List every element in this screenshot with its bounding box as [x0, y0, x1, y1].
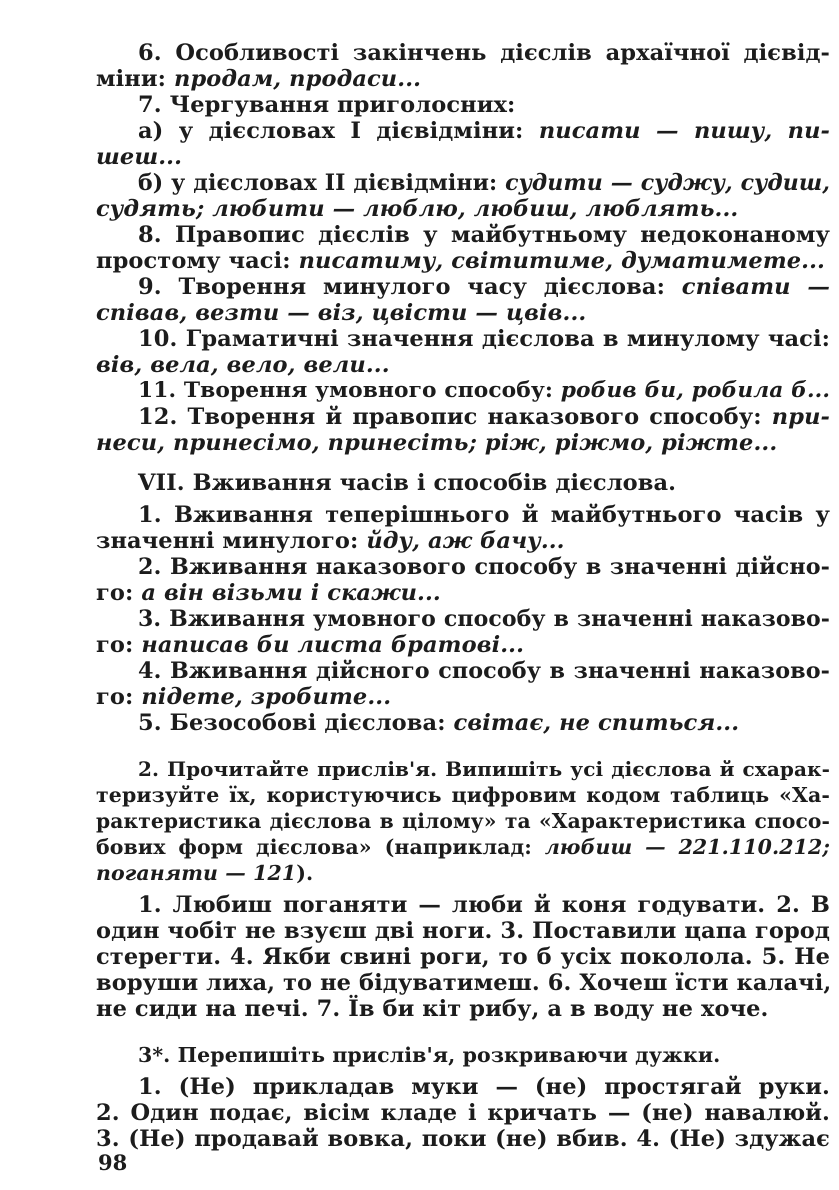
text-run: один чобіт не взуєш дві ноги. 3. Поставили цапа город [96, 918, 830, 944]
text-line [96, 40, 830, 66]
text-run: 1. (Не) прикладав муки — (не) простягай руки. [138, 1074, 830, 1100]
example-words: писатиму, світитиме, думатимете... [298, 248, 825, 274]
example-words: а він візьми і скажи... [141, 580, 441, 606]
text-line [96, 1074, 830, 1100]
text-line [96, 684, 830, 710]
text-run: теризуйте їх, користуючись цифровим кодом таблиць «Ха- [96, 783, 830, 807]
text-run: 9. Творення минулого часу дієслова: [138, 274, 682, 300]
text-line [96, 834, 830, 860]
example-words: судять; любити — люблю, любиш, люблять... [96, 196, 739, 222]
text-line [96, 782, 830, 808]
text-run: го: [96, 684, 142, 710]
text-line [96, 502, 830, 528]
text-line [96, 756, 830, 782]
text-line [96, 970, 830, 996]
text-line [96, 430, 830, 456]
text-run: 7. Чергування приголосних: [138, 92, 516, 118]
text-run: VII. Вживання часів і способів дієслова. [138, 470, 677, 496]
text-run: воруши лиха, то не бідуватимеш. 6. Хочеш їсти калачі, [96, 970, 832, 996]
example-words: йду, аж бачу... [366, 528, 565, 554]
text-run: 1. Любиш поганяти — люби й коня годувати. 2. В [138, 892, 830, 918]
text-run: значенні минулого: [96, 528, 367, 554]
text-line [96, 1100, 830, 1126]
text-run: рактеристика дієслова в цілому» та «Характеристика спосо- [96, 809, 830, 833]
text-run: міни: [96, 66, 174, 92]
text-run: 12. Творення й правопис наказового способу: [138, 404, 772, 430]
text-line [96, 944, 830, 970]
text-line [96, 580, 830, 606]
text-line [96, 1042, 830, 1068]
text-run: стерегти. 4. Якби свині роги, то б усіх поколола. 5. Не [96, 944, 830, 970]
example-words: світає, не спиться... [453, 710, 740, 736]
text-line [96, 196, 830, 222]
text-run: го: [96, 580, 142, 606]
text-line [96, 1126, 830, 1152]
text-line [96, 248, 830, 274]
text-run: не сиди на печі. 7. Їв би кіт рибу, а в воду не хоче. [96, 996, 769, 1022]
text-run: 2. Вживання наказового способу в значенні дійсно- [138, 554, 830, 580]
text-line [96, 352, 830, 378]
text-run: 10. Граматичні значення дієслова в минулому часі: [138, 326, 830, 352]
text-run: а) у дієсловах I дієвідміни: [138, 118, 539, 144]
text-run: го: [96, 632, 142, 658]
text-line [96, 326, 830, 352]
text-line [96, 554, 830, 580]
example-words: вів, вела, вело, вели... [96, 352, 390, 378]
text-line [96, 918, 830, 944]
example-words: любиш — 221.110.212; [544, 835, 830, 859]
example-words: судити — суджу, судиш, [505, 170, 830, 196]
text-run: бових форм дієслова» (наприклад: [96, 835, 545, 859]
page-number: 98 [98, 1150, 128, 1175]
page-body [96, 40, 830, 1180]
text-run: ). [296, 861, 314, 885]
text-run: б) у дієсловах II дієвідміни: [138, 170, 506, 196]
text-line [96, 92, 830, 118]
text-run: простому часі: [96, 248, 299, 274]
example-words: підете, зробите... [141, 684, 392, 710]
example-words: написав би листа братові... [141, 632, 525, 658]
text-run: 3. Вживання умовного способу в значенні наказово- [138, 606, 830, 632]
text-run: 11. Творення умовного способу: [138, 378, 561, 403]
example-words: при- [771, 404, 830, 430]
text-line [96, 274, 830, 300]
text-line [96, 470, 830, 496]
text-line [96, 860, 830, 886]
text-run: 3*. Перепишіть прислів'я, розкриваючи дужки. [138, 1043, 721, 1067]
text-line [96, 710, 830, 736]
text-line [96, 404, 830, 430]
spacer [96, 1022, 830, 1042]
text-run: 6. Особливості закінчень дієслів архаїчної дієвід- [138, 40, 830, 66]
text-run: 2. Один подає, вісім кладе і кричать — (не) навалюй. [96, 1100, 830, 1126]
text-line [96, 632, 830, 658]
example-words: співав, везти — віз, цвісти — цвів... [96, 300, 587, 326]
example-words: співати — [681, 274, 830, 300]
example-words: шеш... [96, 144, 183, 170]
example-words: робив би, робила б... [560, 378, 830, 403]
text-line [96, 808, 830, 834]
text-line [96, 118, 830, 144]
text-line [96, 66, 830, 92]
text-line [96, 300, 830, 326]
text-run: 5. Безособові дієслова: [138, 710, 454, 736]
text-line [96, 658, 830, 684]
text-line [96, 892, 830, 918]
text-run: 2. Прочитайте прислів'я. Випишіть усі дієслова й схарак- [138, 757, 830, 781]
text-run: 8. Правопис дієслів у майбутньому недоконаному [138, 222, 830, 248]
text-line [96, 222, 830, 248]
spacer [96, 736, 830, 756]
text-line [96, 378, 830, 404]
text-line [96, 996, 830, 1022]
example-words: неси, принесімо, принесіть; ріж, ріжмо, ріжте... [96, 430, 778, 456]
text-line [96, 606, 830, 632]
text-run: 1. Вживання теперішнього й майбутнього часів у [138, 502, 830, 528]
text-line [96, 144, 830, 170]
text-line [96, 528, 830, 554]
text-run: 3. (Не) продавай вовка, поки (не) вбив. 4. (Не) здужає [96, 1126, 830, 1152]
spacer [96, 456, 830, 470]
example-words: поганяти — 121 [96, 861, 297, 885]
example-words: писати — пишу, пи- [538, 118, 830, 144]
text-run: 4. Вживання дійсного способу в значенні наказово- [138, 658, 830, 684]
example-words: продам, продаси... [174, 66, 422, 92]
text-line [96, 170, 830, 196]
